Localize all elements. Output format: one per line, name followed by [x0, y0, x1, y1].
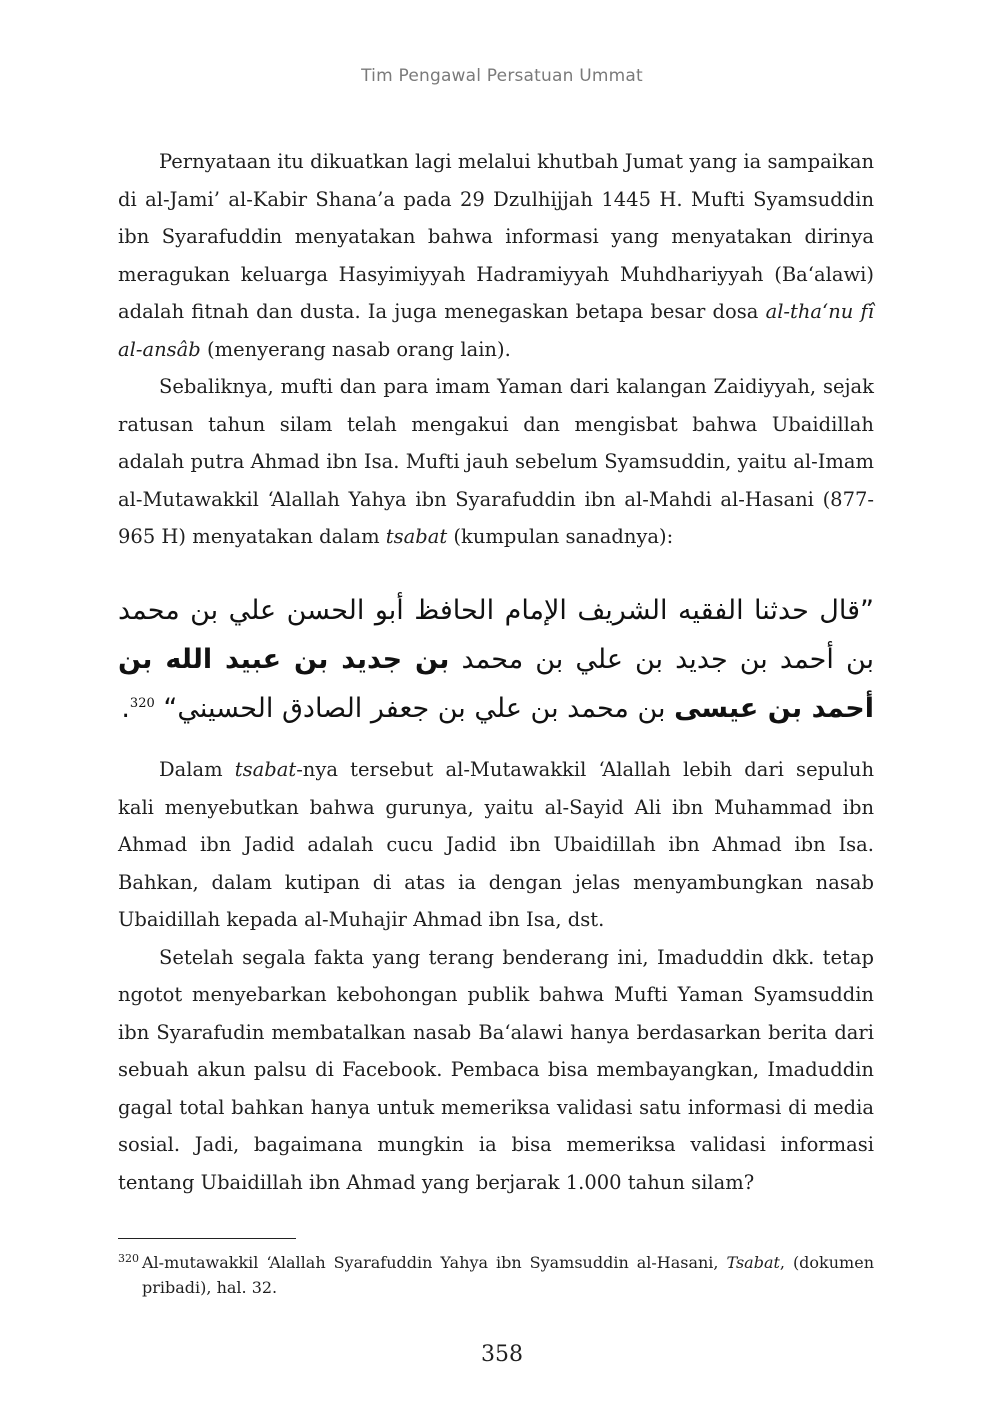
footnote: 320 Al-mutawakkil ‘Alallah Syarafuddin Yahya ibn Syamsuddin al-Hasani, Tsabat, (dokumen pribadi), hal. 32. — [118, 1252, 875, 1297]
text-block-upper — [118, 143, 874, 556]
italic-term: tsabat — [385, 525, 448, 548]
footnote-reference[interactable]: 320 — [129, 696, 155, 711]
running-header: Tim Pengawal Persatuan Ummat — [361, 66, 643, 86]
footnote-divider — [118, 1238, 296, 1239]
paragraph-tsabat: Dalam tsabat-nya tersebut al-Mutawakkil ‘Alallah lebih dari sepuluh kali menyebutkan bahwa gurunya, yaitu al-Sayid Ali ibn Muhammad ibn Ahmad ibn Jadid adalah cucu Jadid ibn Ubaidillah ibn Ahmad ibn Isa. Bahkan, dalam kutipan di atas ia dengan jelas menyambungkan nasab Ubaidillah kepada al-Muhajir Ahmad ibn Isa, dst. — [118, 758, 875, 931]
italic-term: al-tha‘nu fî al-ansâb — [118, 300, 874, 361]
footnote-title: Tsabat — [726, 1253, 780, 1272]
arabic-bold-lineage: بن جديد بن عبيد الله بن أحمد بن عيسى — [118, 644, 874, 724]
footnote-number: 320 — [118, 1252, 139, 1265]
paragraph-imaduddin: Setelah segala fakta yang terang benderang ini, Imaduddin dkk. tetap ngotot menyebarkan kebohongan publik bahwa Mufti Yaman Syamsuddin ibn Syarafudin membatalkan nasab Ba‘alawi hanya berdasarkan berita dari sebuah akun palsu di Facebook. Pembaca bisa membayangkan, Imaduddin gagal total bahkan hanya untuk memeriksa validasi satu informasi di media sosial. Jadi, bagaimana mungkin ia bisa memeriksa validasi informasi tentang Ubaidillah ibn Ahmad yang berjarak 1.000 tahun silam? — [118, 945, 874, 1194]
text-block-lower — [118, 751, 874, 1201]
arabic-quotation: ”قال حدثنا الفقيه الشريف الإمام الحافظ أبو الحسن علي بن محمد بن أحمد بن جديد بن علي بن محمد بن جديد بن عبيد الله بن أحمد بن عيسى بن محمد بن علي بن جعفر الصادق الحسيني“ $^{320}$. — [118, 595, 875, 724]
italic-term: tsabat — [234, 758, 297, 781]
paragraph-zaidiyyah: Sebaliknya, mufti dan para imam Yaman dari kalangan Zaidiyyah, sejak ratusan tahun silam telah mengakui dan mengisbat bahwa Ubaidillah adalah putra Ahmad ibn Isa. Mufti jauh sebelum Syamsuddin, yaitu al-Imam al-Mutawakkil ‘Alallah Yahya ibn Syarafuddin ibn al-Mahdi al-Hasani (877-965 H) menyatakan dalam tsabat (kumpulan sanadnya): — [118, 375, 874, 548]
page-number: 358 — [481, 1342, 523, 1367]
paragraph-khutbah: Pernyataan itu dikuatkan lagi melalui khutbah Jumat yang ia sampaikan di al-Jami’ al-Kabir Shana’a pada 29 Dzulhijjah 1445 H. Mufti Syamsuddin ibn Syarafuddin menyatakan bahwa informasi yang menyatakan dirinya meragukan keluarga Hasyimiyyah Hadramiyyah Muhdhariyyah (Ba‘alawi) adalah fitnah dan dusta. Ia juga menegaskan betapa besar dosa al-tha‘nu fî al-ansâb (menyerang nasab orang lain). — [118, 150, 874, 361]
